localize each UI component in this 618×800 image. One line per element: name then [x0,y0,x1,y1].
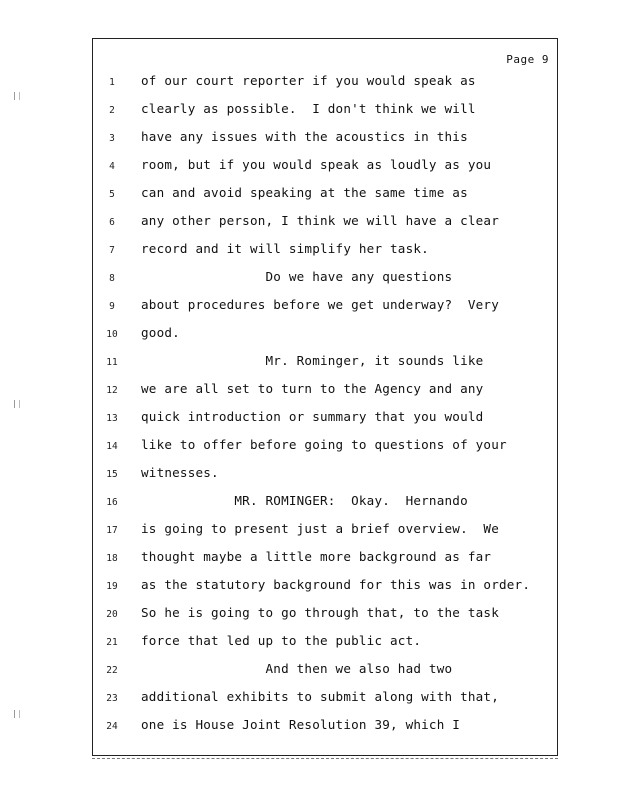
transcript-line [93,549,557,577]
line-text: So he is going to go through that, to the task [141,605,499,620]
line-number: 23 [106,693,118,704]
line-text: is going to present just a brief overview. We [141,521,499,536]
transcript-line [93,381,557,409]
transcript-line [93,661,557,689]
line-number: 16 [106,497,118,508]
line-text: Mr. Rominger, it sounds like [141,353,484,368]
line-text: MR. ROMINGER: Okay. Hernando [141,493,468,508]
page-number: Page 9 [506,53,549,66]
line-text: And then we also had two [141,661,453,676]
line-text: good. [141,325,180,340]
margin-mark [14,92,20,100]
line-text: one is House Joint Resolution 39, which I [141,717,461,732]
bottom-rule [92,758,558,760]
transcript-line [93,633,557,661]
margin-mark [14,400,20,408]
line-number: 11 [106,357,118,368]
line-number: 9 [109,301,115,312]
transcript-line [93,101,557,129]
line-text: witnesses. [141,465,219,480]
line-text: can and avoid speaking at the same time as [141,185,468,200]
line-number: 18 [106,553,118,564]
transcript-line [93,409,557,437]
line-number: 3 [109,133,115,144]
line-number: 17 [106,525,118,536]
line-text: quick introduction or summary that you would [141,409,484,424]
transcript-line [93,73,557,101]
transcript-line [93,437,557,465]
line-number: 21 [106,637,118,648]
transcript-line [93,129,557,157]
line-number: 13 [106,413,118,424]
transcript-line [93,493,557,521]
transcript-line [93,353,557,381]
line-number: 22 [106,665,118,676]
transcript-line [93,157,557,185]
line-number: 2 [109,105,115,116]
line-text: any other person, I think we will have a clear [141,213,499,228]
line-text: about procedures before we get underway? Very [141,297,499,312]
line-number: 19 [106,581,118,592]
line-text: like to offer before going to questions of your [141,437,507,452]
line-text: room, but if you would speak as loudly as you [141,157,492,172]
line-number: 6 [109,217,115,228]
transcript-line [93,521,557,549]
line-number: 5 [109,189,115,200]
line-text: force that led up to the public act. [141,633,422,648]
line-text: we are all set to turn to the Agency and any [141,381,484,396]
transcript-line [93,325,557,353]
line-text: of our court reporter if you would speak as [141,73,476,88]
margin-mark [14,710,20,718]
line-number: 1 [109,77,115,88]
line-number: 7 [109,245,115,256]
line-number: 8 [109,273,115,284]
transcript-line [93,605,557,633]
line-text: as the statutory background for this was in order. [141,577,531,592]
line-number: 15 [106,469,118,480]
transcript-page [92,38,558,756]
line-text: have any issues with the acoustics in this [141,129,468,144]
transcript-line [93,465,557,493]
line-number: 14 [106,441,118,452]
transcript-line [93,717,557,745]
transcript-line [93,297,557,325]
line-text: record and it will simplify her task. [141,241,429,256]
line-number: 10 [106,329,118,340]
line-number: 20 [106,609,118,620]
transcript-line [93,689,557,717]
transcript-line [93,185,557,213]
transcript-line [93,577,557,605]
line-number: 12 [106,385,118,396]
line-text: Do we have any questions [141,269,453,284]
line-text: thought maybe a little more background as far [141,549,492,564]
line-text: clearly as possible. I don't think we will [141,101,476,116]
line-text: additional exhibits to submit along with that, [141,689,499,704]
line-number: 24 [106,721,118,732]
line-number: 4 [109,161,115,172]
transcript-line [93,213,557,241]
transcript-line [93,241,557,269]
transcript-line [93,269,557,297]
